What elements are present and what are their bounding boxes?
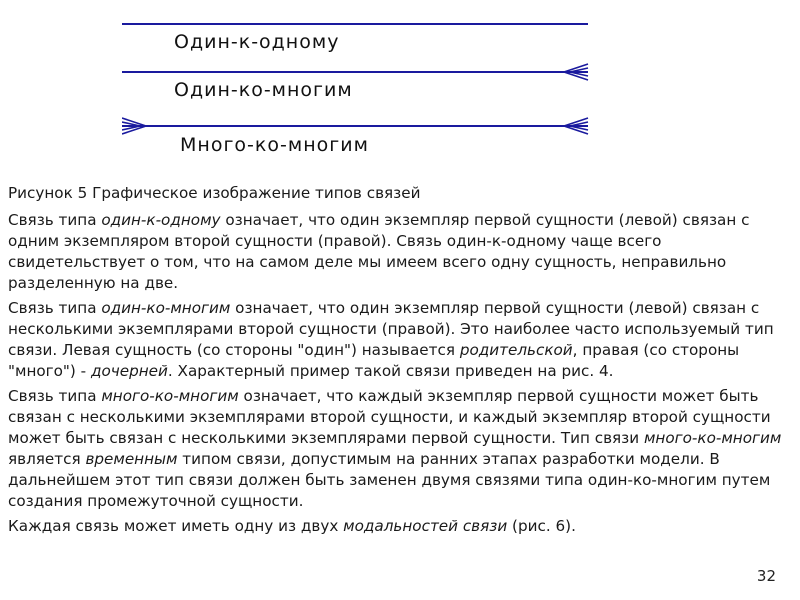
p2-text-4: . Характерный пример такой связи приведен на рис. 4.	[167, 362, 614, 380]
p1-term-one-to-one: один-к-одному	[101, 211, 221, 229]
p3-term-temporary: временным	[85, 450, 178, 468]
p4-term-modality: модальностей связи	[343, 517, 508, 535]
many-to-many-label: Много-ко-многим	[180, 134, 369, 156]
paragraph-modality	[8, 516, 794, 537]
p3-text-3: является	[8, 450, 86, 468]
paragraph-one-to-many	[8, 298, 794, 382]
p4-text-1: Каждая связь может иметь одну из двух	[8, 517, 344, 535]
p3-text-1: Связь типа	[8, 387, 102, 405]
p1-text-1: Связь типа	[8, 211, 102, 229]
p3-term-many-to-many-2: много-ко-многим	[643, 429, 782, 447]
p3-text-2: означает, что каждый экземпляр первой сущности может быть связан с несколькими экземплярами второй сущности, и каждый экземпляр второй сущности может быть связан с несколькими экземплярами первой сущности. Тип связи	[8, 387, 771, 447]
page-number: 32	[756, 567, 776, 585]
p2-text-1: Связь типа	[8, 299, 102, 317]
p2-text-3: , правая (со стороны "много") -	[8, 341, 740, 380]
p2-term-child: дочерней	[90, 362, 168, 380]
p2-term-one-to-many: один-ко-многим	[101, 299, 231, 317]
p2-term-parent: родительской	[459, 341, 573, 359]
document-body	[8, 183, 794, 541]
p3-text-4: типом связи, допустимым на ранних этапах разработки модели. В дальнейшем этот тип связи должен быть заменен двумя связями типа один-ко-многим путем создания промежуточной сущности.	[8, 450, 771, 510]
p2-text-2: означает, что один экземпляр первой сущности (левой) связан с несколькими экземплярами второй сущности (правой). Это наиболее часто используемый тип связи. Левая сущность (со стороны "один") называется	[8, 299, 774, 359]
one-to-many-label: Один-ко-многим	[174, 79, 353, 101]
one-to-one-label: Один-к-одному	[174, 31, 340, 53]
relationship-types-figure	[122, 0, 598, 173]
p4-text-2: (рис. 6).	[507, 517, 576, 535]
p3-term-many-to-many: много-ко-многим	[101, 387, 239, 405]
figure-caption: Рисунок 5 Графическое изображение типов связей	[8, 184, 421, 202]
paragraph-many-to-many	[8, 386, 794, 512]
p1-text-2: означает, что один экземпляр первой сущности (левой) связан с одним экземпляром второй сущности (правой). Связь один-к-одному чаще всего свидетельствует о том, что на самом деле мы имеем всего одну сущность, неправильно разделенную на две.	[8, 211, 750, 292]
paragraph-one-to-one	[8, 210, 794, 294]
